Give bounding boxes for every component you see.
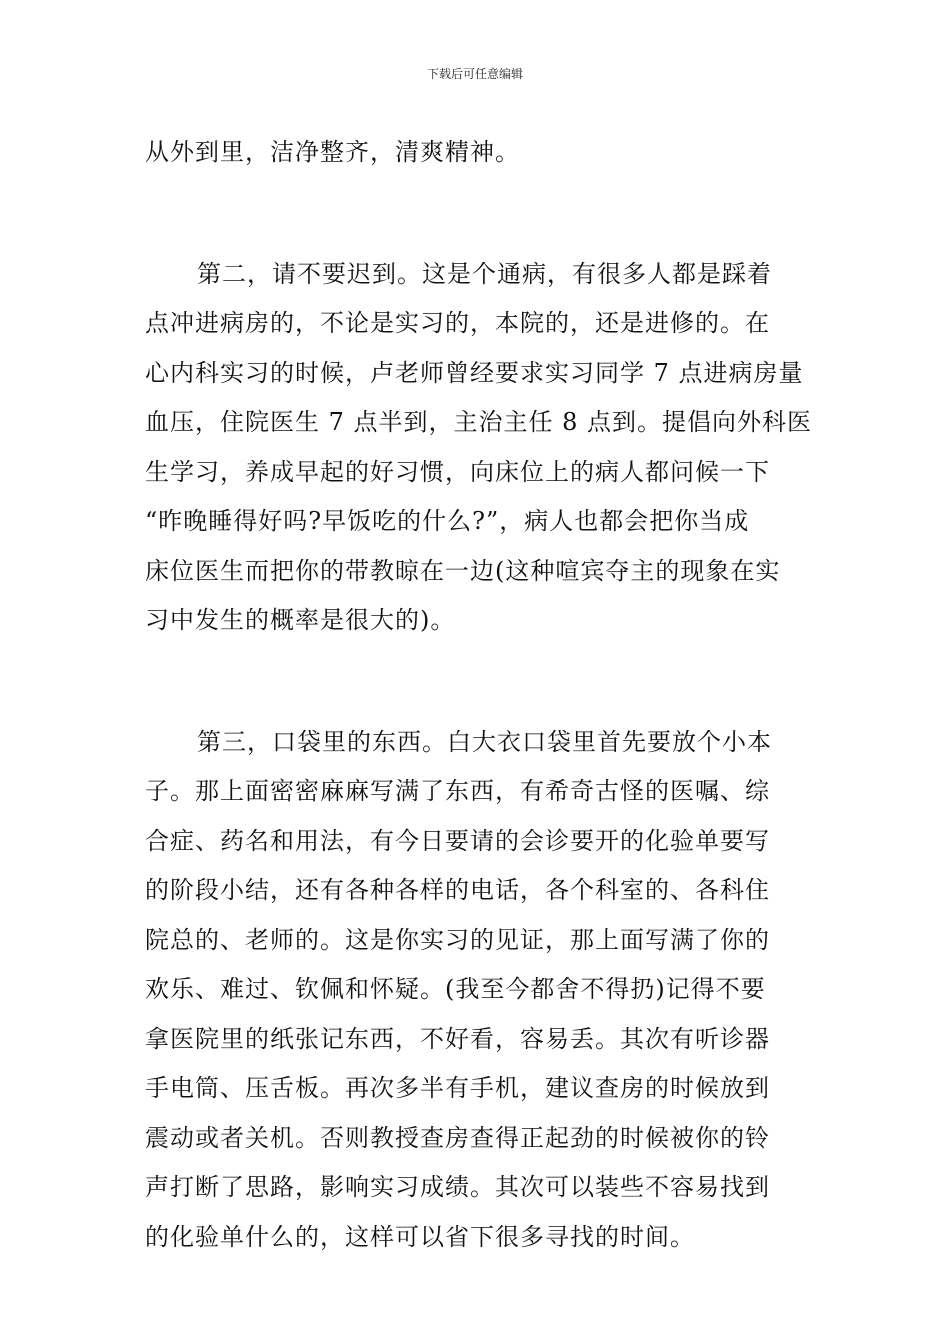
text-line: 生学习，养成早起的好习惯，向床位上的病人都问候一下 — [145, 457, 770, 486]
text-line: “昨晚睡得好吗?早饭吃的什么?”，病人也都会把你当成 — [145, 507, 750, 535]
document-body — [145, 128, 813, 1262]
text-line: 心内科实习的时候，卢老师曾经要求实习同学 7 点进病房量 — [145, 358, 804, 387]
text-line: 从外到里，洁净整齐，清爽精神。 — [145, 138, 520, 166]
text-line: 子。那上面密密麻麻写满了东西，有希奇古怪的医嘱、综 — [145, 777, 770, 805]
paragraph-1 — [145, 128, 810, 178]
text-line: 习中发生的概率是很大的)。 — [145, 606, 456, 634]
page-header: 下载后可任意编辑 — [426, 67, 523, 81]
text-line: 第三，口袋里的东西。白大衣口袋里首先要放个小本 — [197, 727, 772, 756]
text-line: 合症、药名和用法，有今日要请的会诊要开的化验单要写 — [145, 826, 770, 855]
text-line: 声打断了思路，影响实习成绩。其次可以装些不容易找到 — [145, 1173, 770, 1201]
text-line: 第二，请不要迟到。这是个通病，有很多人都是踩着 — [197, 259, 772, 288]
paragraph-2 — [145, 250, 813, 646]
paragraph-gap — [145, 178, 810, 250]
text-line: 的阶段小结，还有各种各样的电话，各个科室的、各科住 — [145, 876, 770, 904]
text-line: 的化验单什么的，这样可以省下很多寻找的时间。 — [145, 1222, 695, 1251]
text-line: 点冲进病房的，不论是实习的，本院的，还是进修的。在 — [145, 309, 770, 337]
paragraph-3 — [145, 718, 810, 1263]
text-line: 血压，住院医生 7 点半到，主治主任 8 点到。提倡向外科医 — [145, 408, 813, 436]
paragraph-gap — [145, 646, 810, 718]
text-line: 院总的、老师的。这是你实习的见证，那上面写满了你的 — [145, 925, 770, 954]
text-line: 手电筒、压舌板。再次多半有手机，建议查房的时候放到 — [145, 1074, 770, 1102]
text-line: 拿医院里的纸张记东西，不好看，容易丢。其次有听诊器 — [145, 1024, 770, 1053]
text-line: 震动或者关机。否则教授查房查得正起劲的时候被你的铃 — [145, 1123, 770, 1152]
text-line: 床位医生而把你的带教晾在一边(这种喧宾夺主的现象在实 — [145, 556, 781, 585]
text-line: 欢乐、难过、钦佩和怀疑。(我至今都舍不得扔)记得不要 — [145, 975, 766, 1003]
